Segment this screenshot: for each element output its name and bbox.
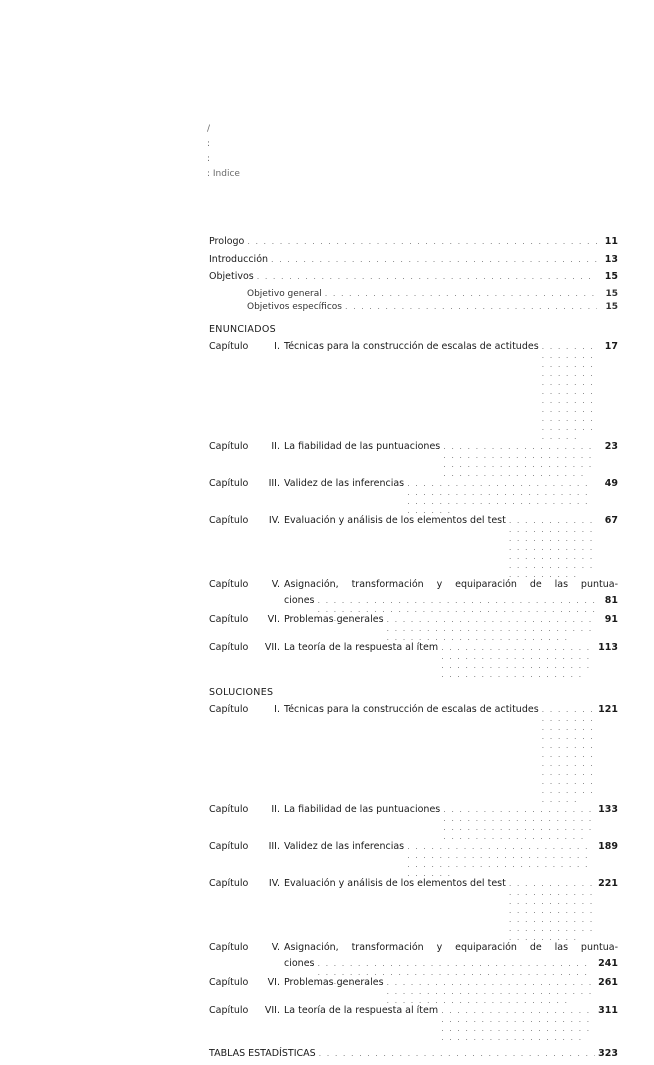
toc-page-number: 241 [598,958,618,969]
chapter-title: Evaluación y análisis de los elementos del test [284,515,506,526]
toc-entry-label: Objetivo general [247,289,322,299]
leader-dots [441,643,595,679]
toc-chapter-entry[interactable] [209,579,618,614]
toc-page-number: 261 [598,977,618,988]
toc-chapter-entry[interactable] [209,614,618,642]
toc-subentry-objetivos-especificos[interactable] [209,302,618,316]
toc-entry-introduccion[interactable] [209,254,618,272]
chapter-title: Problemas generales [284,977,384,988]
section-heading-enunciados: ENUNCIADOS [209,324,618,341]
toc-page-number: 91 [600,614,618,625]
chapter-title: Validez de las inferencias [284,478,404,489]
chapter-title: Asignación, transformación y equiparación de las puntua- [284,942,618,958]
chapter-word: Capítulo [209,441,256,452]
chapter-number: I. [256,341,280,352]
leader-dots [325,289,597,298]
chapter-number: VI. [256,977,280,988]
chapter-number: VII. [256,642,280,653]
toc-page-number: 13 [600,254,618,265]
leader-dots [271,255,597,264]
chapter-word: Capítulo [209,977,256,988]
chapter-title: Asignación, transformación y equiparación de las puntua- [284,579,618,595]
toc-chapter-entry[interactable] [209,704,618,804]
toc-page-number: 189 [598,841,618,852]
header-mark: / [207,122,240,137]
toc-page-number: 17 [600,341,618,352]
leader-dots [407,479,597,515]
leader-dots [443,442,597,478]
toc-page-number: 121 [598,704,618,715]
chapter-number: IV. [256,515,280,526]
chapter-title: La teoría de la respuesta al ítem [284,1005,438,1016]
chapter-word: Capítulo [209,614,256,625]
chapter-title-continuation: ciones [284,595,315,606]
toc-page-number: 81 [600,595,618,606]
header-mark: : Indice [207,167,240,182]
toc-page-number: 323 [598,1048,618,1059]
toc-entry-tablas-estadisticas[interactable] [209,1048,618,1065]
chapter-word: Capítulo [209,704,256,715]
leader-dots [345,302,597,311]
chapter-number: VII. [256,1005,280,1016]
leader-dots [387,615,597,642]
chapter-word: Capítulo [209,515,256,526]
leader-dots [443,805,595,841]
toc-chapter-entry[interactable] [209,515,618,579]
chapter-number: IV. [256,878,280,889]
chapter-word: Capítulo [209,878,256,889]
toc-entry-label: Prologo [209,236,244,247]
leader-dots [441,1006,595,1042]
toc-page-number: 113 [598,642,618,653]
chapter-word: Capítulo [209,942,256,953]
toc-chapter-entry[interactable] [209,478,618,515]
leader-dots [319,1049,596,1058]
chapter-word: Capítulo [209,804,256,815]
chapter-number: II. [256,804,280,815]
toc-entry-label: Objetivos [209,271,254,282]
toc-page-number: 67 [600,515,618,526]
leader-dots [542,705,596,804]
leader-dots [509,879,595,942]
chapter-title: La teoría de la respuesta al ítem [284,642,438,653]
chapter-title: La fiabilidad de las puntuaciones [284,804,440,815]
leader-dots [542,342,597,441]
chapter-number: V. [256,942,280,953]
toc-page-number: 133 [598,804,618,815]
toc-chapter-entry[interactable] [209,977,618,1005]
toc-entry-label: TABLAS ESTADÍSTICAS [209,1048,316,1059]
toc-page-number: 49 [600,478,618,489]
leader-dots [407,842,595,878]
chapter-title: Validez de las inferencias [284,841,404,852]
chapter-title: Técnicas para la construcción de escalas de actitudes [284,341,539,352]
toc-page-number: 221 [598,878,618,889]
toc-chapter-entry[interactable] [209,841,618,878]
header-mark: : [207,137,240,152]
leader-dots [257,272,597,281]
toc-page-number: 311 [598,1005,618,1016]
chapter-word: Capítulo [209,841,256,852]
toc-chapter-entry[interactable] [209,441,618,478]
chapter-number: III. [256,478,280,489]
chapter-number: V. [256,579,280,590]
section-heading-soluciones: SOLUCIONES [209,687,618,704]
header-mark: : [207,152,240,167]
toc-chapter-entry[interactable] [209,642,618,679]
chapter-word: Capítulo [209,579,256,590]
table-of-contents [209,236,618,1065]
chapter-title: La fiabilidad de las puntuaciones [284,441,440,452]
toc-chapter-entry[interactable] [209,804,618,841]
toc-entry-label: Objetivos específicos [247,302,342,312]
leader-dots [509,516,597,579]
toc-page-number: 15 [600,289,618,299]
chapter-word: Capítulo [209,1005,256,1016]
toc-page-number: 15 [600,271,618,282]
leader-dots [247,237,597,246]
toc-entry-label: Introducción [209,254,268,265]
chapter-title-continuation: ciones [284,958,315,969]
toc-chapter-entry[interactable] [209,942,618,977]
leader-dots [387,978,596,1005]
chapter-title: Problemas generales [284,614,384,625]
toc-page-number: 15 [600,302,618,312]
chapter-title: Evaluación y análisis de los elementos del test [284,878,506,889]
chapter-number: II. [256,441,280,452]
chapter-word: Capítulo [209,478,256,489]
toc-chapter-entry[interactable] [209,878,618,942]
toc-chapter-entry[interactable] [209,1005,618,1042]
chapter-title: Técnicas para la construcción de escalas de actitudes [284,704,539,715]
chapter-number: VI. [256,614,280,625]
toc-chapter-entry[interactable] [209,341,618,441]
toc-subentry-objetivo-general[interactable] [209,289,618,303]
chapter-word: Capítulo [209,341,256,352]
chapter-number: I. [256,704,280,715]
toc-entry-objetivos[interactable] [209,271,618,289]
chapter-word: Capítulo [209,642,256,653]
toc-page-number: 23 [600,441,618,452]
toc-page-number: 11 [600,236,618,247]
header-marks [207,122,240,182]
toc-entry-prologo[interactable] [209,236,618,254]
chapter-number: III. [256,841,280,852]
